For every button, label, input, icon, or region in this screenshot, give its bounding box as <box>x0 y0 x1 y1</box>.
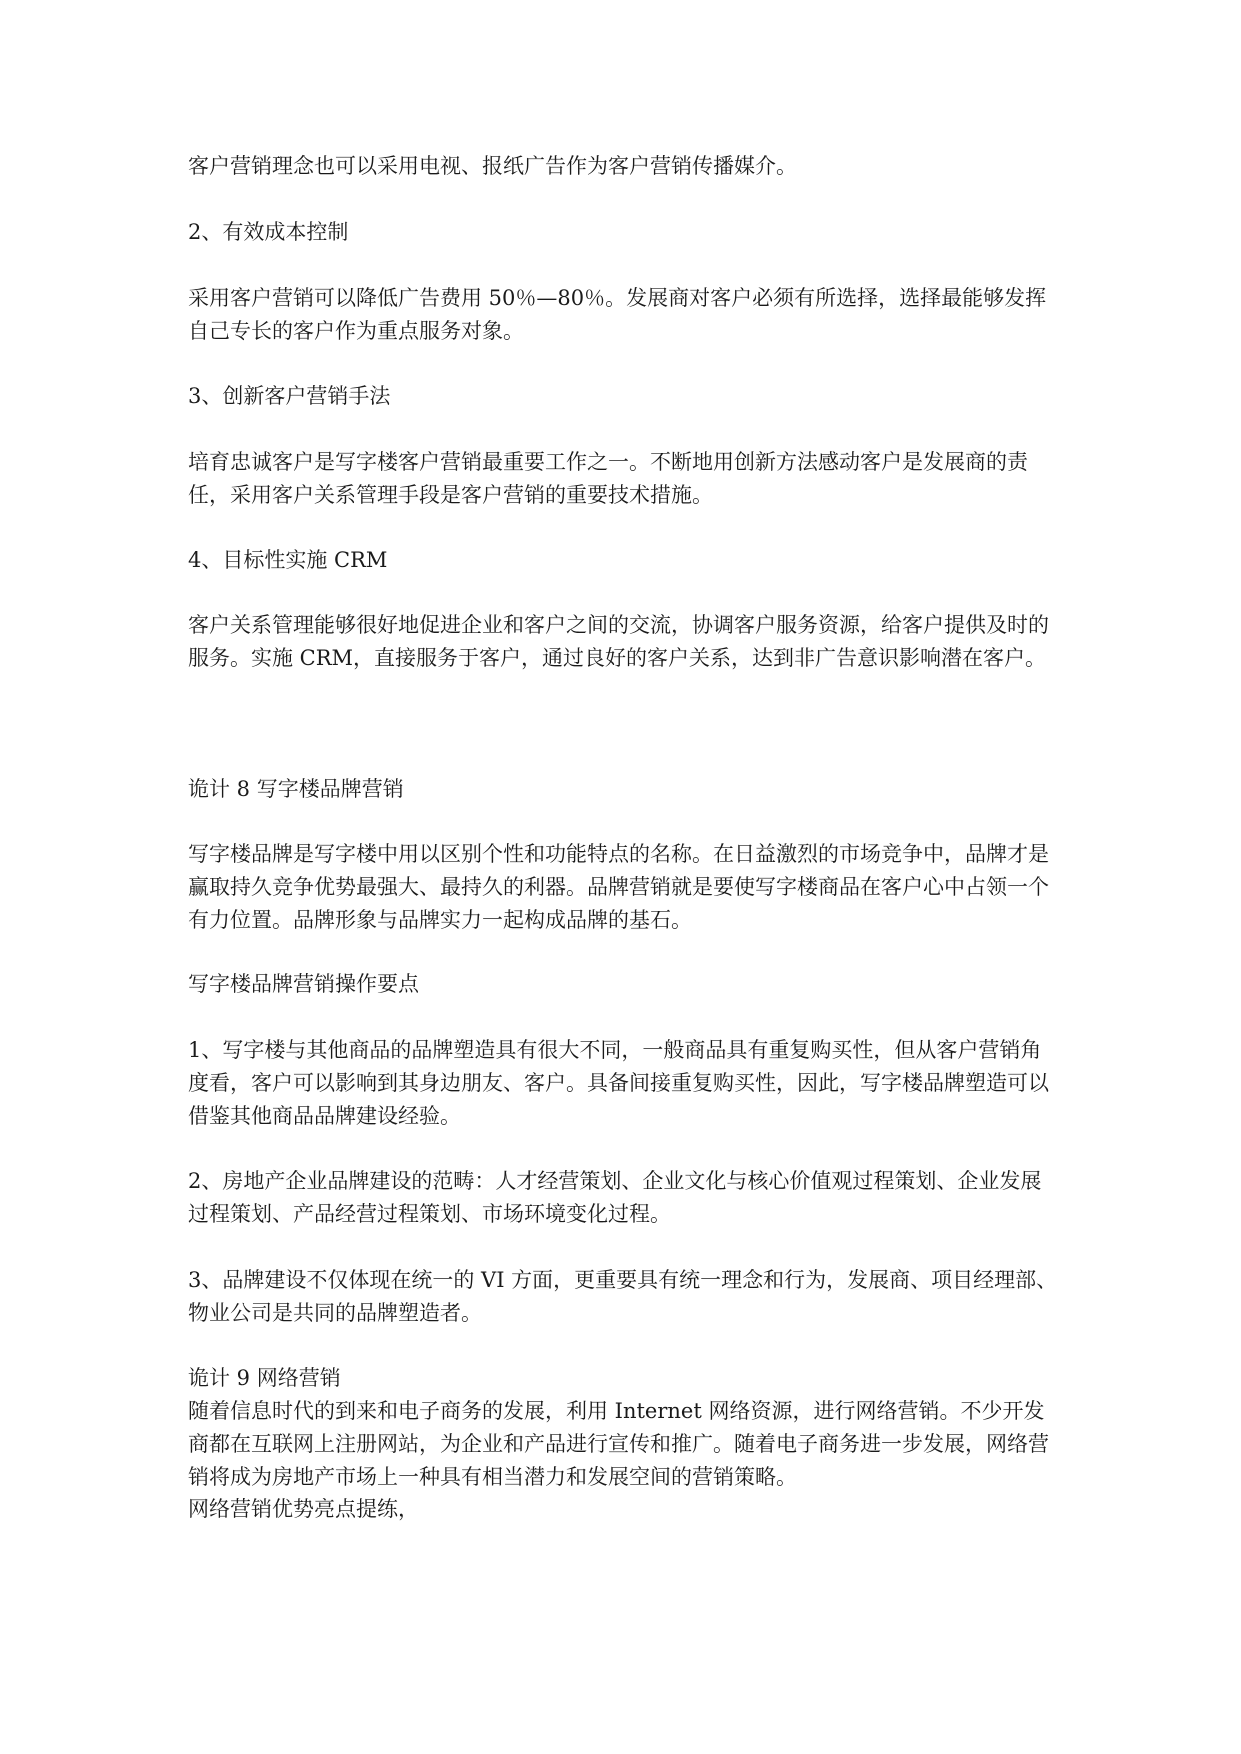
paragraph-network: 随着信息时代的到来和电子商务的发展，利用 Internet 网络资源，进行网络营销。不少开发商都在互联网上注册网站，为企业和产品进行宣传和推广。随着电子商务进一步发展，网络营销将成为房地产市场上一种具有相当潜力和发展空间的营销策略。 <box>188 1399 1049 1489</box>
paragraph-brand-point-1: 1、写字楼与其他商品的品牌塑造具有很大不同，一般商品具有重复购买性，但从客户营销角度看，客户可以影响到其身边朋友、客户。具备间接重复购买性，因此，写字楼品牌塑造可以借鉴其他商品品牌建设经验。 <box>188 1038 1049 1128</box>
paragraph-brand-point-2: 2、房地产企业品牌建设的范畴：人才经营策划、企业文化与核心价值观过程策划、企业发展过程策划、产品经营过程策划、市场环境变化过程。 <box>188 1169 1042 1226</box>
heading-strategy-9: 诡计 9 网络营销 <box>188 1366 341 1390</box>
paragraph-intro: 客户营销理念也可以采用电视、报纸广告作为客户营销传播媒介。 <box>188 154 797 178</box>
paragraph-brand-point-3: 3、品牌建设不仅体现在统一的 VI 方面，更重要具有统一理念和行为，发展商、项目经理部、物业公司是共同的品牌塑造者。 <box>188 1268 1058 1325</box>
paragraph-crm: 客户关系管理能够很好地促进企业和客户之间的交流，协调客户服务资源，给客户提供及时的服务。实施 CRM，直接服务于客户，通过良好的客户关系，达到非广告意识影响潜在客户。 <box>188 613 1049 670</box>
paragraph-cost-control: 采用客户营销可以降低广告费用 50％—80％。发展商对客户必须有所选择，选择最能够发挥自己专长的客户作为重点服务对象。 <box>188 286 1047 343</box>
heading-innovation: 3、创新客户营销手法 <box>188 384 391 408</box>
paragraph-network-highlights: 网络营销优势亮点提练， <box>188 1497 419 1521</box>
heading-cost-control: 2、有效成本控制 <box>188 220 349 244</box>
paragraph-innovation: 培育忠诚客户是写字楼客户营销最重要工作之一。不断地用创新方法感动客户是发展商的责任，采用客户关系管理手段是客户营销的重要技术措施。 <box>188 450 1028 507</box>
heading-brand-points: 写字楼品牌营销操作要点 <box>188 972 419 996</box>
paragraph-brand: 写字楼品牌是写字楼中用以区别个性和功能特点的名称。在日益激烈的市场竞争中，品牌才是赢取持久竞争优势最强大、最持久的利器。品牌营销就是要使写字楼商品在客户心中占领一个有力位置。品牌形象与品牌实力一起构成品牌的基石。 <box>188 842 1049 932</box>
heading-strategy-8: 诡计 8 写字楼品牌营销 <box>188 777 404 801</box>
heading-crm: 4、目标性实施 CRM <box>188 548 388 572</box>
